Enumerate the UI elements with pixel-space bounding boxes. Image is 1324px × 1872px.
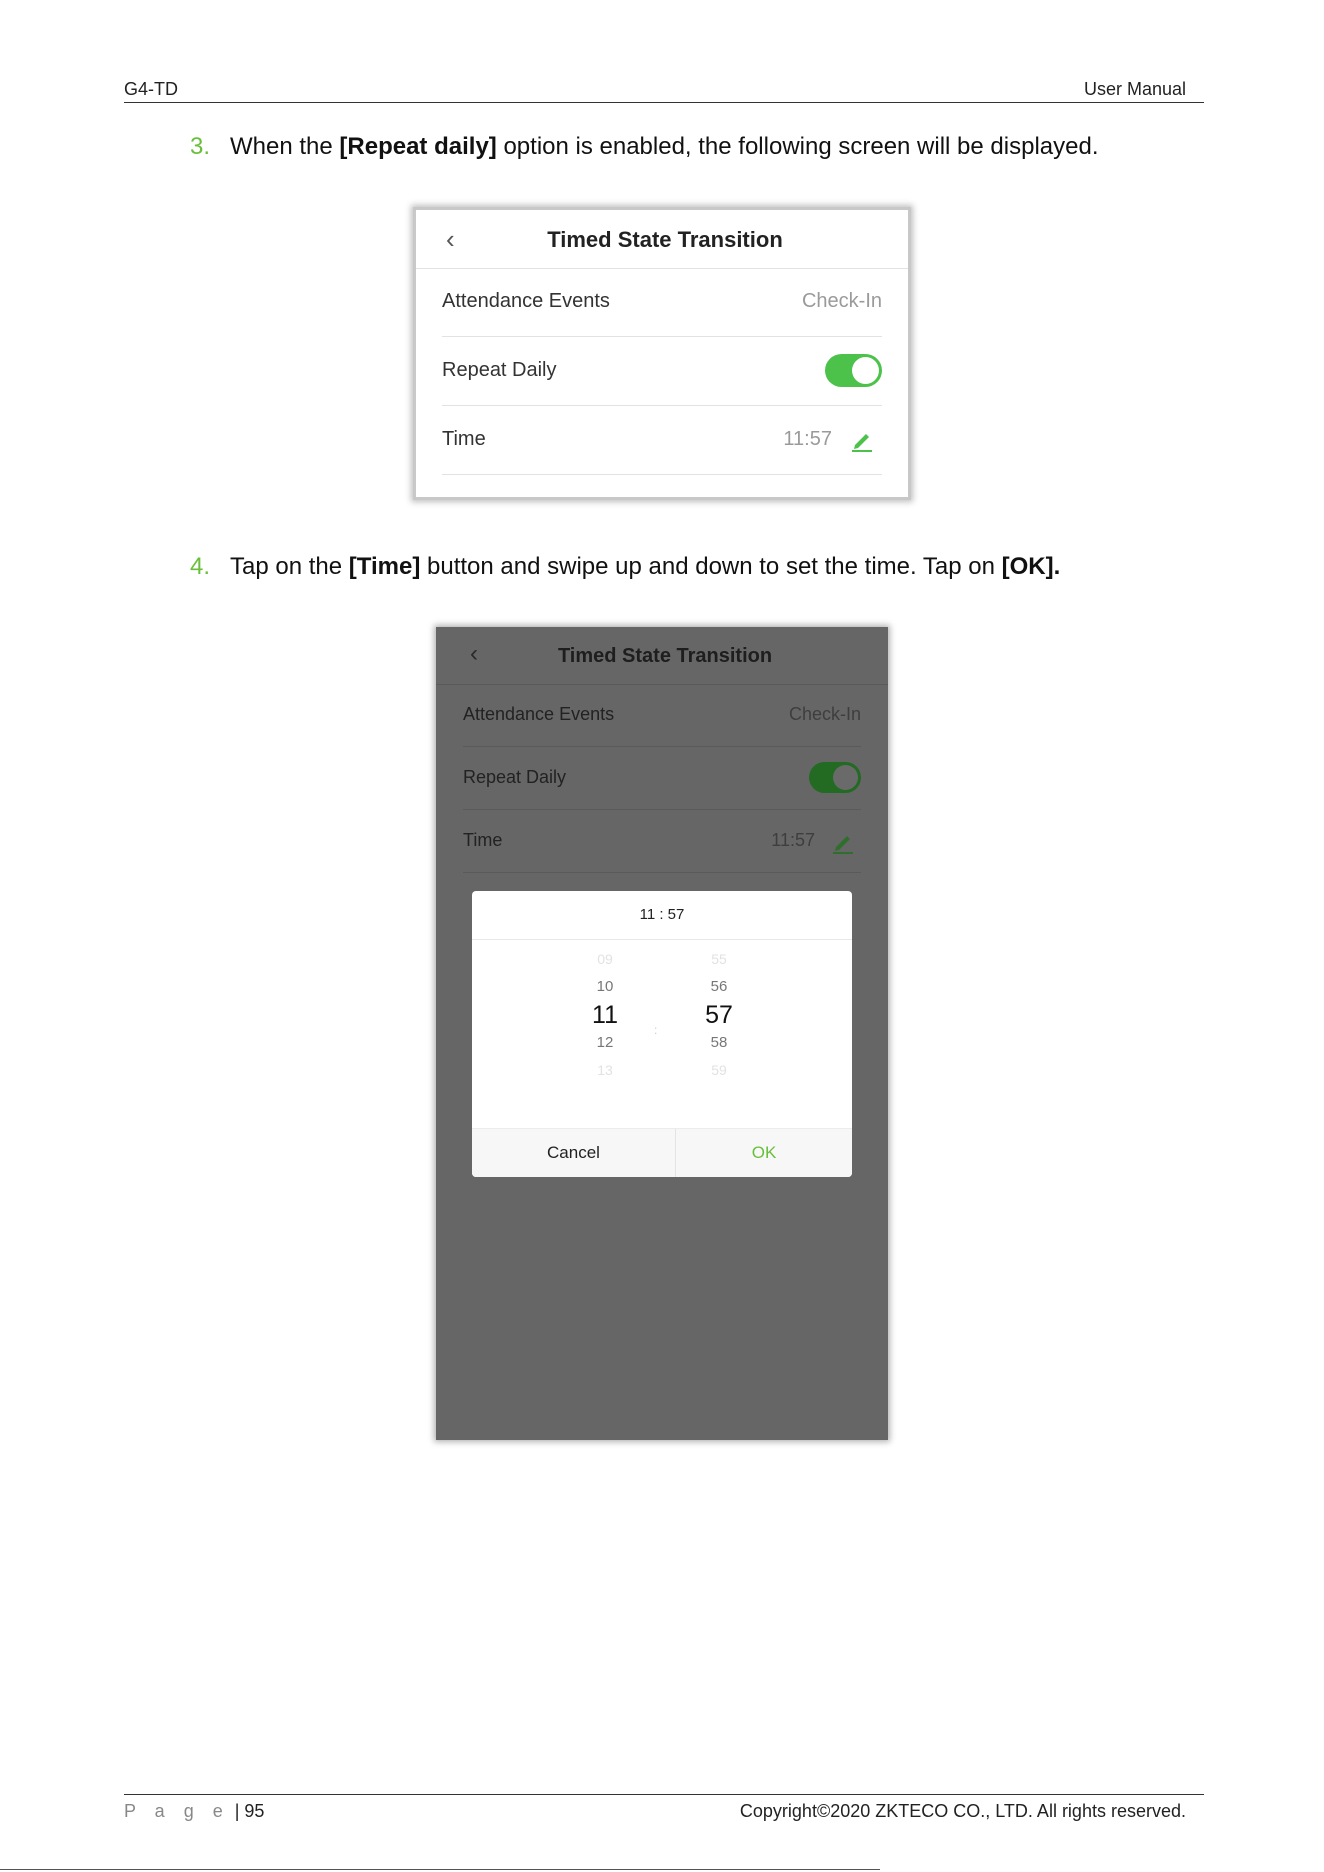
hour-option[interactable]: 12 (596, 1034, 614, 1051)
row-label: Attendance Events (442, 290, 610, 312)
row-label: Attendance Events (463, 704, 615, 724)
hour-picker[interactable] (565, 939, 645, 1129)
pencil-icon[interactable] (831, 830, 855, 854)
ok-button[interactable]: OK (751, 1143, 777, 1162)
minute-selected[interactable]: 57 (705, 1001, 733, 1029)
step-number: 3. (190, 133, 211, 160)
title-bar (416, 210, 908, 269)
pencil-icon[interactable] (850, 428, 874, 452)
step-4 (190, 553, 1060, 581)
step-text-pre: When the (230, 133, 340, 160)
document-name: G4-TD (124, 79, 178, 99)
screenshot-time-picker (436, 627, 888, 1440)
minute-option[interactable]: 55 (711, 951, 727, 967)
minute-picker[interactable] (679, 939, 759, 1129)
row-label: Repeat Daily (463, 767, 567, 787)
row-time[interactable] (442, 406, 882, 475)
toggle-knob (852, 357, 879, 384)
minute-option[interactable]: 58 (710, 1034, 728, 1051)
step-3 (190, 133, 1098, 161)
time-separator: : (654, 1023, 658, 1037)
hour-option[interactable]: 09 (597, 951, 613, 967)
minute-option[interactable]: 56 (710, 978, 728, 995)
page-label: P a g e (124, 1801, 230, 1821)
row-time[interactable] (463, 810, 861, 873)
row-label: Time (463, 830, 503, 850)
screen-title: Timed State Transition (557, 645, 773, 667)
row-repeat-daily (463, 747, 861, 810)
page-footer (124, 1794, 1204, 1825)
step-text-post: option is enabled, the following screen will be displayed. (496, 133, 1099, 160)
row-value: Check-In (801, 290, 882, 312)
step-text-bold-ok: [OK]. (1001, 553, 1061, 580)
toggle-knob (833, 765, 858, 790)
page-num: | 95 (234, 1801, 265, 1821)
minute-option[interactable]: 59 (711, 1062, 727, 1078)
page-number (124, 1801, 264, 1822)
step-number: 4. (190, 553, 211, 580)
page-header (124, 76, 1204, 103)
dialog-title: 11 : 57 (472, 891, 852, 940)
screenshot-timed-state-transition (413, 207, 911, 500)
row-value: Check-In (788, 704, 861, 724)
hour-selected[interactable]: 11 (592, 1001, 618, 1029)
cancel-button[interactable]: Cancel (472, 1129, 676, 1177)
row-repeat-daily (442, 337, 882, 406)
chevron-left-icon[interactable]: ‹ (470, 640, 478, 667)
step-text-pre: Tap on the (230, 553, 349, 580)
row-value: 11:57 (771, 830, 815, 850)
row-label: Repeat Daily (442, 359, 557, 381)
bottom-divider (0, 1869, 880, 1870)
step-text-post: button and swipe up and down to set the time. Tap on (420, 553, 1002, 580)
time-picker-dialog (472, 891, 852, 1177)
copyright: Copyright©2020 ZKTECO CO., LTD. All rights reserved. (739, 1801, 1186, 1821)
row-value: 11:57 (783, 428, 832, 450)
document-type: User Manual (1083, 79, 1186, 99)
chevron-left-icon[interactable]: ‹ (446, 224, 455, 254)
repeat-daily-toggle[interactable] (825, 354, 882, 387)
repeat-daily-toggle[interactable] (809, 762, 861, 793)
dialog-buttons (472, 1128, 852, 1177)
screen-title: Timed State Transition (547, 227, 783, 252)
step-text-bold: [Time] (348, 553, 421, 580)
row-label: Time (442, 428, 486, 450)
row-attendance-events[interactable] (463, 684, 861, 747)
hour-option[interactable]: 10 (596, 978, 614, 995)
step-text-bold: [Repeat daily] (339, 133, 497, 160)
title-bar (436, 627, 888, 685)
hour-option[interactable]: 13 (597, 1062, 613, 1078)
row-attendance-events[interactable] (442, 268, 882, 337)
